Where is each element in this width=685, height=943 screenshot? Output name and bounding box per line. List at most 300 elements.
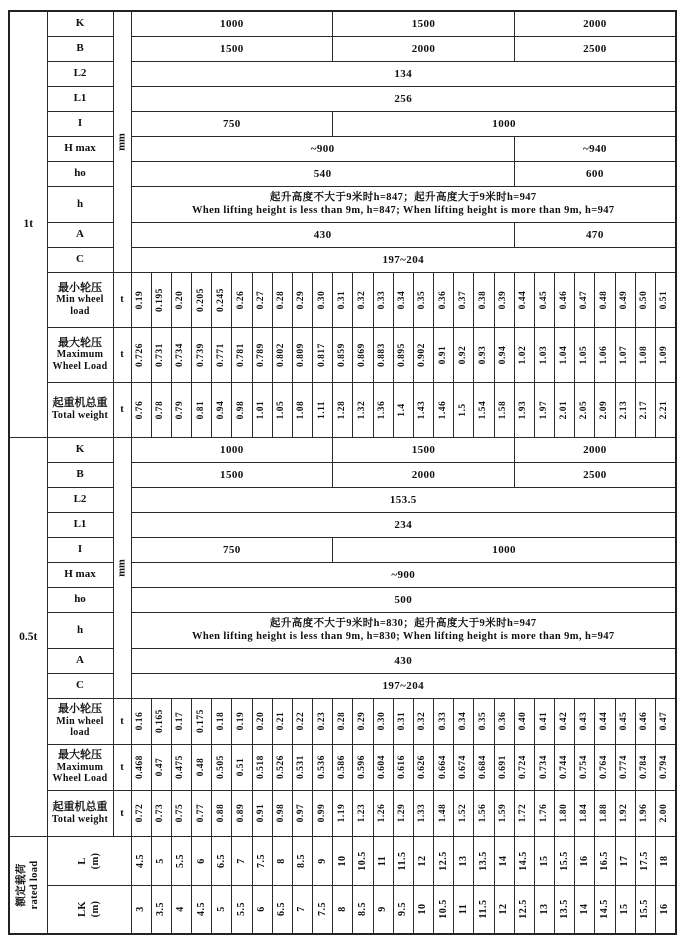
value-cell: 2.21 bbox=[655, 382, 676, 437]
value-cell: 0.79 bbox=[171, 382, 191, 437]
value-cell: 14 bbox=[575, 885, 595, 934]
dim-value-cell: ~940 bbox=[514, 136, 676, 161]
dim-value-cell: 234 bbox=[131, 512, 676, 537]
value-cell: 0.31 bbox=[393, 698, 413, 744]
value-cell: 4.5 bbox=[192, 885, 212, 934]
dim-value-cell: 2000 bbox=[514, 11, 676, 36]
value-cell: 0.45 bbox=[534, 272, 554, 327]
table-row bbox=[9, 186, 676, 222]
value-cell: 0.98 bbox=[232, 382, 252, 437]
value-cell: 0.46 bbox=[635, 698, 655, 744]
dim-value-cell: 430 bbox=[131, 222, 514, 247]
param-cell: A bbox=[47, 648, 113, 673]
value-cell: 0.77 bbox=[192, 790, 212, 836]
value-cell: 0.16 bbox=[131, 698, 151, 744]
value-cell: 0.684 bbox=[474, 744, 494, 790]
table-row bbox=[9, 562, 676, 587]
value-cell: 0.596 bbox=[353, 744, 373, 790]
value-cell: 13 bbox=[534, 885, 554, 934]
value-cell: 0.724 bbox=[514, 744, 534, 790]
value-cell: 18 bbox=[655, 836, 676, 885]
value-cell: 0.794 bbox=[655, 744, 676, 790]
value-cell: 0.43 bbox=[575, 698, 595, 744]
dim-value-cell: 1000 bbox=[131, 437, 333, 462]
value-cell: 15.5 bbox=[555, 836, 575, 885]
value-cell: 1.29 bbox=[393, 790, 413, 836]
value-cell: 0.47 bbox=[151, 744, 171, 790]
unit-cell: mm bbox=[113, 11, 131, 272]
value-cell: 5.5 bbox=[232, 885, 252, 934]
value-cell: 1.88 bbox=[595, 790, 615, 836]
unit-cell: t bbox=[113, 698, 131, 744]
dim-value-cell: 2500 bbox=[514, 462, 676, 487]
value-cell: 1.05 bbox=[272, 382, 292, 437]
table-row bbox=[9, 587, 676, 612]
value-cell: 0.99 bbox=[313, 790, 333, 836]
unit-cell: t bbox=[113, 272, 131, 327]
param-cell: ho bbox=[47, 161, 113, 186]
value-cell: 0.19 bbox=[232, 698, 252, 744]
param-cell: A bbox=[47, 222, 113, 247]
value-cell: 11.5 bbox=[393, 836, 413, 885]
table-row bbox=[9, 487, 676, 512]
value-cell: 0.505 bbox=[212, 744, 232, 790]
value-cell: 0.29 bbox=[292, 272, 312, 327]
value-cell: 9.5 bbox=[393, 885, 413, 934]
value-cell: 10 bbox=[413, 885, 433, 934]
value-cell: 0.536 bbox=[313, 744, 333, 790]
value-cell: 1.36 bbox=[373, 382, 393, 437]
value-cell: 0.664 bbox=[434, 744, 454, 790]
value-cell: 0.20 bbox=[252, 698, 272, 744]
table-row bbox=[9, 648, 676, 673]
value-cell: 0.50 bbox=[635, 272, 655, 327]
value-cell: 0.35 bbox=[474, 698, 494, 744]
value-cell: 6.5 bbox=[212, 836, 232, 885]
value-cell: 0.32 bbox=[353, 272, 373, 327]
value-cell: 1.11 bbox=[313, 382, 333, 437]
value-cell: 0.46 bbox=[555, 272, 575, 327]
unit-cell: t bbox=[113, 744, 131, 790]
table-row bbox=[9, 327, 676, 382]
table-row bbox=[9, 698, 676, 744]
value-cell: 0.21 bbox=[272, 698, 292, 744]
param-cell: K bbox=[47, 437, 113, 462]
value-cell: 1.02 bbox=[514, 327, 534, 382]
table-row bbox=[9, 462, 676, 487]
dim-value-cell: 430 bbox=[131, 648, 676, 673]
value-cell: 7.5 bbox=[313, 885, 333, 934]
value-cell: 1.28 bbox=[333, 382, 353, 437]
param-cell: 起重机总重 Total weight bbox=[47, 790, 113, 836]
value-cell: 0.41 bbox=[534, 698, 554, 744]
value-cell: 1.97 bbox=[534, 382, 554, 437]
table-row bbox=[9, 885, 676, 934]
value-cell: 0.35 bbox=[413, 272, 433, 327]
value-cell: 5 bbox=[212, 885, 232, 934]
value-cell: 1.80 bbox=[555, 790, 575, 836]
value-cell: 16 bbox=[655, 885, 676, 934]
value-cell: 0.29 bbox=[353, 698, 373, 744]
value-cell: 0.51 bbox=[232, 744, 252, 790]
value-cell: 0.674 bbox=[454, 744, 474, 790]
value-cell: 0.817 bbox=[313, 327, 333, 382]
value-cell: 0.859 bbox=[333, 327, 353, 382]
value-cell: 0.26 bbox=[232, 272, 252, 327]
value-cell: 12.5 bbox=[434, 836, 454, 885]
value-cell: 15 bbox=[534, 836, 554, 885]
value-cell: 0.28 bbox=[272, 272, 292, 327]
dim-value-cell: 1500 bbox=[333, 437, 515, 462]
value-cell: 0.89 bbox=[232, 790, 252, 836]
value-cell: 0.92 bbox=[454, 327, 474, 382]
value-cell: 4 bbox=[171, 885, 191, 934]
value-cell: 0.31 bbox=[333, 272, 353, 327]
value-cell: 0.18 bbox=[212, 698, 232, 744]
param-cell: I bbox=[47, 537, 113, 562]
value-cell: 0.691 bbox=[494, 744, 514, 790]
value-cell: 1.54 bbox=[474, 382, 494, 437]
value-cell: 10.5 bbox=[353, 836, 373, 885]
value-cell: 10.5 bbox=[434, 885, 454, 934]
value-cell: 4.5 bbox=[131, 836, 151, 885]
value-cell: 1.72 bbox=[514, 790, 534, 836]
value-cell: 13 bbox=[454, 836, 474, 885]
table-row bbox=[9, 247, 676, 272]
value-cell: 1.52 bbox=[454, 790, 474, 836]
value-cell: 0.23 bbox=[313, 698, 333, 744]
param-cell: H max bbox=[47, 562, 113, 587]
value-cell: 3.5 bbox=[151, 885, 171, 934]
value-cell: 1.19 bbox=[333, 790, 353, 836]
table-row bbox=[9, 111, 676, 136]
value-cell: 1.56 bbox=[474, 790, 494, 836]
value-cell: 5 bbox=[151, 836, 171, 885]
value-cell: 0.45 bbox=[615, 698, 635, 744]
value-cell: 8.5 bbox=[353, 885, 373, 934]
footer-param-cell: LK (m) bbox=[47, 885, 131, 934]
param-cell: B bbox=[47, 36, 113, 61]
dim-value-cell: 600 bbox=[514, 161, 676, 186]
value-cell: 0.48 bbox=[192, 744, 212, 790]
value-cell: 1.5 bbox=[454, 382, 474, 437]
value-cell: 5.5 bbox=[171, 836, 191, 885]
value-cell: 0.47 bbox=[575, 272, 595, 327]
value-cell: 0.81 bbox=[192, 382, 212, 437]
value-cell: 0.91 bbox=[434, 327, 454, 382]
param-cell: L1 bbox=[47, 512, 113, 537]
value-cell: 14.5 bbox=[514, 836, 534, 885]
value-cell: 0.47 bbox=[655, 698, 676, 744]
param-cell: B bbox=[47, 462, 113, 487]
value-cell: 10 bbox=[333, 836, 353, 885]
value-cell: 0.526 bbox=[272, 744, 292, 790]
param-cell: h bbox=[47, 612, 113, 648]
value-cell: 0.51 bbox=[655, 272, 676, 327]
value-cell: 0.764 bbox=[595, 744, 615, 790]
value-cell: 1.08 bbox=[635, 327, 655, 382]
value-cell: 7 bbox=[292, 885, 312, 934]
value-cell: 1.59 bbox=[494, 790, 514, 836]
param-cell: C bbox=[47, 247, 113, 272]
value-cell: 14 bbox=[494, 836, 514, 885]
value-cell: 0.33 bbox=[373, 272, 393, 327]
table-row bbox=[9, 612, 676, 648]
value-cell: 0.44 bbox=[595, 698, 615, 744]
footer-param-cell: L (m) bbox=[47, 836, 131, 885]
value-cell: 3 bbox=[131, 885, 151, 934]
value-cell: 0.73 bbox=[151, 790, 171, 836]
value-cell: 2.00 bbox=[655, 790, 676, 836]
value-cell: 0.744 bbox=[555, 744, 575, 790]
value-cell: 0.72 bbox=[131, 790, 151, 836]
value-cell: 1.96 bbox=[635, 790, 655, 836]
value-cell: 0.49 bbox=[615, 272, 635, 327]
value-cell: 0.36 bbox=[434, 272, 454, 327]
dim-value-cell: 197~204 bbox=[131, 247, 676, 272]
dim-value-cell: 1000 bbox=[131, 11, 333, 36]
value-cell: 0.91 bbox=[252, 790, 272, 836]
value-cell: 1.03 bbox=[534, 327, 554, 382]
value-cell: 0.789 bbox=[252, 327, 272, 382]
param-cell: 最小轮压 Min wheel load bbox=[47, 272, 113, 327]
unit-cell: t bbox=[113, 382, 131, 437]
param-cell: 最小轮压 Min wheel load bbox=[47, 698, 113, 744]
value-cell: 0.809 bbox=[292, 327, 312, 382]
dim-value-cell: 750 bbox=[131, 111, 333, 136]
value-cell: 0.44 bbox=[514, 272, 534, 327]
value-cell: 0.22 bbox=[292, 698, 312, 744]
param-cell: L2 bbox=[47, 61, 113, 86]
dim-value-cell: 750 bbox=[131, 537, 333, 562]
value-cell: 0.48 bbox=[595, 272, 615, 327]
unit-cell: t bbox=[113, 790, 131, 836]
value-cell: 0.88 bbox=[212, 790, 232, 836]
value-cell: 16 bbox=[575, 836, 595, 885]
value-cell: 1.09 bbox=[655, 327, 676, 382]
value-cell: 0.902 bbox=[413, 327, 433, 382]
param-cell: ho bbox=[47, 587, 113, 612]
table-row bbox=[9, 36, 676, 61]
value-cell: 1.04 bbox=[555, 327, 575, 382]
value-cell: 0.784 bbox=[635, 744, 655, 790]
value-cell: 1.26 bbox=[373, 790, 393, 836]
value-cell: 1.92 bbox=[615, 790, 635, 836]
value-cell: 1.08 bbox=[292, 382, 312, 437]
value-cell: 0.38 bbox=[474, 272, 494, 327]
dim-value-cell: 1500 bbox=[131, 36, 333, 61]
value-cell: 0.94 bbox=[494, 327, 514, 382]
value-cell: 1.58 bbox=[494, 382, 514, 437]
value-cell: 1.76 bbox=[534, 790, 554, 836]
value-cell: 0.731 bbox=[151, 327, 171, 382]
value-cell: 13.5 bbox=[555, 885, 575, 934]
value-cell: 0.175 bbox=[192, 698, 212, 744]
value-cell: 17 bbox=[615, 836, 635, 885]
value-cell: 0.97 bbox=[292, 790, 312, 836]
value-cell: 0.27 bbox=[252, 272, 272, 327]
dim-value-cell: 256 bbox=[131, 86, 676, 111]
value-cell: 1.4 bbox=[393, 382, 413, 437]
value-cell: 0.883 bbox=[373, 327, 393, 382]
value-cell: 0.518 bbox=[252, 744, 272, 790]
dim-value-cell: 540 bbox=[131, 161, 514, 186]
dim-value-cell: 2500 bbox=[514, 36, 676, 61]
value-cell: 0.165 bbox=[151, 698, 171, 744]
value-cell: 12 bbox=[413, 836, 433, 885]
value-cell: 0.205 bbox=[192, 272, 212, 327]
value-cell: 16.5 bbox=[595, 836, 615, 885]
value-cell: 0.245 bbox=[212, 272, 232, 327]
value-cell: 0.586 bbox=[333, 744, 353, 790]
value-cell: 8 bbox=[333, 885, 353, 934]
table-row bbox=[9, 744, 676, 790]
value-cell: 0.195 bbox=[151, 272, 171, 327]
value-cell: 14.5 bbox=[595, 885, 615, 934]
value-cell: 1.05 bbox=[575, 327, 595, 382]
value-cell: 0.33 bbox=[434, 698, 454, 744]
value-cell: 0.78 bbox=[151, 382, 171, 437]
dim-value-cell: 470 bbox=[514, 222, 676, 247]
value-cell: 0.40 bbox=[514, 698, 534, 744]
value-cell: 11 bbox=[454, 885, 474, 934]
value-cell: 6.5 bbox=[272, 885, 292, 934]
param-cell: 最大轮压 Maximum Wheel Load bbox=[47, 327, 113, 382]
value-cell: 0.774 bbox=[615, 744, 635, 790]
value-cell: 0.39 bbox=[494, 272, 514, 327]
value-cell: 12 bbox=[494, 885, 514, 934]
value-cell: 0.34 bbox=[454, 698, 474, 744]
table-row bbox=[9, 272, 676, 327]
value-cell: 0.739 bbox=[192, 327, 212, 382]
param-cell: 起重机总重 Total weight bbox=[47, 382, 113, 437]
value-cell: 12.5 bbox=[514, 885, 534, 934]
value-cell: 8.5 bbox=[292, 836, 312, 885]
value-cell: 1.43 bbox=[413, 382, 433, 437]
value-cell: 0.475 bbox=[171, 744, 191, 790]
value-cell: 0.76 bbox=[131, 382, 151, 437]
value-cell: 7 bbox=[232, 836, 252, 885]
value-cell: 0.895 bbox=[393, 327, 413, 382]
value-cell: 0.869 bbox=[353, 327, 373, 382]
param-cell: 最大轮压 Maximum Wheel Load bbox=[47, 744, 113, 790]
table-row bbox=[9, 222, 676, 247]
value-cell: 0.734 bbox=[171, 327, 191, 382]
value-cell: 0.94 bbox=[212, 382, 232, 437]
value-cell: 0.616 bbox=[393, 744, 413, 790]
value-cell: 0.734 bbox=[534, 744, 554, 790]
value-cell: 11 bbox=[373, 836, 393, 885]
param-cell: K bbox=[47, 11, 113, 36]
value-cell: 7.5 bbox=[252, 836, 272, 885]
dim-value-cell: 起升高度不大于9米时h=830；起升高度大于9米时h=947 When lifting height is less than 9m, h=830; When lifting height is more than 9m, h=947 bbox=[131, 612, 676, 648]
table-row bbox=[9, 61, 676, 86]
value-cell: 0.17 bbox=[171, 698, 191, 744]
value-cell: 0.531 bbox=[292, 744, 312, 790]
param-cell: I bbox=[47, 111, 113, 136]
value-cell: 0.468 bbox=[131, 744, 151, 790]
value-cell: 2.13 bbox=[615, 382, 635, 437]
value-cell: 0.726 bbox=[131, 327, 151, 382]
table-row bbox=[9, 537, 676, 562]
value-cell: 0.75 bbox=[171, 790, 191, 836]
table-row bbox=[9, 382, 676, 437]
table-row bbox=[9, 161, 676, 186]
dim-value-cell: 500 bbox=[131, 587, 676, 612]
dim-value-cell: ~900 bbox=[131, 562, 676, 587]
dim-value-cell: 1500 bbox=[333, 11, 515, 36]
value-cell: 1.23 bbox=[353, 790, 373, 836]
dim-value-cell: 1000 bbox=[333, 111, 676, 136]
param-cell: L1 bbox=[47, 86, 113, 111]
value-cell: 0.98 bbox=[272, 790, 292, 836]
dim-value-cell: 197~204 bbox=[131, 673, 676, 698]
param-cell: h bbox=[47, 186, 113, 222]
dim-value-cell: 起升高度不大于9米时h=847；起升高度大于9米时h=947 When lifting height is less than 9m, h=847; When lifting height is more than 9m, h=947 bbox=[131, 186, 676, 222]
table-row bbox=[9, 11, 676, 36]
value-cell: 1.32 bbox=[353, 382, 373, 437]
value-cell: 1.06 bbox=[595, 327, 615, 382]
value-cell: 6 bbox=[252, 885, 272, 934]
value-cell: 13.5 bbox=[474, 836, 494, 885]
value-cell: 0.37 bbox=[454, 272, 474, 327]
table-row bbox=[9, 437, 676, 462]
value-cell: 15 bbox=[615, 885, 635, 934]
dim-value-cell: 134 bbox=[131, 61, 676, 86]
dim-value-cell: 1000 bbox=[333, 537, 676, 562]
dim-value-cell: ~900 bbox=[131, 136, 514, 161]
table-row bbox=[9, 673, 676, 698]
value-cell: 0.802 bbox=[272, 327, 292, 382]
value-cell: 0.19 bbox=[131, 272, 151, 327]
unit-cell: t bbox=[113, 327, 131, 382]
value-cell: 11.5 bbox=[474, 885, 494, 934]
value-cell: 1.48 bbox=[434, 790, 454, 836]
value-cell: 9 bbox=[373, 885, 393, 934]
value-cell: 1.01 bbox=[252, 382, 272, 437]
load-cell: 1t bbox=[9, 11, 47, 437]
value-cell: 2.05 bbox=[575, 382, 595, 437]
table-row bbox=[9, 136, 676, 161]
value-cell: 2.17 bbox=[635, 382, 655, 437]
value-cell: 0.20 bbox=[171, 272, 191, 327]
value-cell: 15.5 bbox=[635, 885, 655, 934]
dim-value-cell: 2000 bbox=[514, 437, 676, 462]
param-cell: L2 bbox=[47, 487, 113, 512]
value-cell: 1.33 bbox=[413, 790, 433, 836]
dim-value-cell: 153.5 bbox=[131, 487, 676, 512]
value-cell: 1.46 bbox=[434, 382, 454, 437]
value-cell: 2.01 bbox=[555, 382, 575, 437]
load-cell: 0.5t bbox=[9, 437, 47, 836]
dim-value-cell: 2000 bbox=[333, 462, 515, 487]
value-cell: 17.5 bbox=[635, 836, 655, 885]
value-cell: 1.07 bbox=[615, 327, 635, 382]
value-cell: 0.626 bbox=[413, 744, 433, 790]
value-cell: 1.93 bbox=[514, 382, 534, 437]
value-cell: 2.09 bbox=[595, 382, 615, 437]
rated-load-label-cell: 额定载荷 rated load bbox=[9, 836, 47, 934]
dim-value-cell: 1500 bbox=[131, 462, 333, 487]
value-cell: 6 bbox=[192, 836, 212, 885]
table-row bbox=[9, 512, 676, 537]
value-cell: 8 bbox=[272, 836, 292, 885]
param-cell: C bbox=[47, 673, 113, 698]
value-cell: 0.754 bbox=[575, 744, 595, 790]
param-cell: H max bbox=[47, 136, 113, 161]
table-row bbox=[9, 790, 676, 836]
spec-table bbox=[8, 10, 677, 935]
